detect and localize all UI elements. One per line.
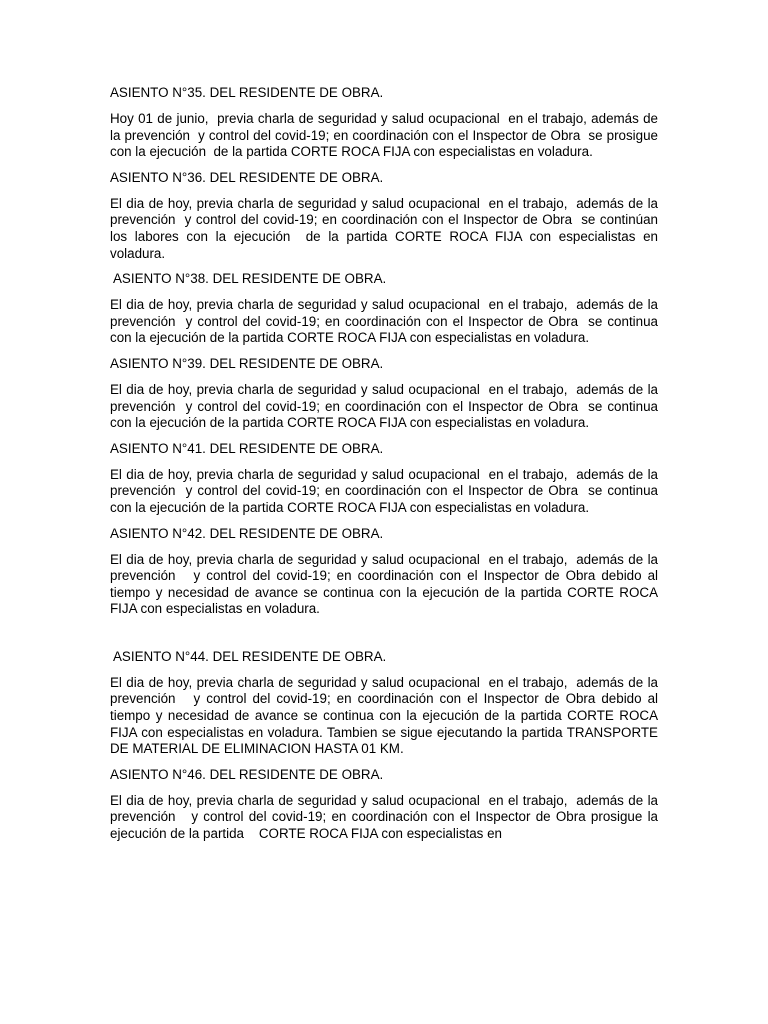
entry-body: El dia de hoy, previa charla de seguridad y salud ocupacional en el trabajo, además de la prevención y control del covid-19; en coordinación con el Inspector de Obra se continúan los labores con la ejecución de la partida CORTE ROCA FIJA con especialistas en voladura. [110, 195, 662, 261]
entry-body: El dia de hoy, previa charla de seguridad y salud ocupacional en el trabajo, además de la prevención y control del covid-19; en coordinación con el Inspector de Obra debido al tiempo y necesidad de avance se continua con la ejecución de la partida CORTE ROCA FIJA con especialistas en voladura. Tambien se sigue ejecutando la partida TRANSPORTE DE MATERIAL DE ELIMINACION HASTA 01 KM. [110, 674, 662, 757]
entry-body: El dia de hoy, previa charla de seguridad y salud ocupacional en el trabajo, además de la prevención y control del covid-19; en coordinación con el Inspector de Obra se continua con la ejecución de la partida CORTE ROCA FIJA con especialistas en voladura. [110, 297, 662, 346]
entry-body: Hoy 01 de junio, previa charla de seguridad y salud ocupacional en el trabajo, además de la prevención y control del covid-19; en coordinación con el Inspector de Obra se prosigue con la ejecución de la partida CORTE ROCA FIJA con especialistas en voladura. [110, 111, 662, 160]
entry-heading: ASIENTO N°46. DEL RESIDENTE DE OBRA. [110, 766, 384, 782]
entry-asiento-44 [110, 648, 662, 758]
entry-heading: ASIENTO N°41. DEL RESIDENTE DE OBRA. [110, 440, 384, 456]
entry-asiento-39 [110, 355, 662, 432]
entry-heading: ASIENTO N°44. DEL RESIDENTE DE OBRA. [110, 648, 387, 664]
entry-asiento-41 [110, 440, 662, 517]
entry-asiento-38 [110, 271, 662, 347]
entry-body: El dia de hoy, previa charla de seguridad y salud ocupacional en el trabajo, además de la prevención y control del covid-19; en coordinación con el Inspector de Obra se continua con la ejecución de la partida CORTE ROCA FIJA con especialistas en voladura. [110, 466, 662, 515]
entry-body: El dia de hoy, previa charla de seguridad y salud ocupacional en el trabajo, además de la prevención y control del covid-19; en coordinación con el Inspector de Obra se continua con la ejecución de la partida CORTE ROCA FIJA con especialistas en voladura. [110, 381, 662, 431]
entry-heading: ASIENTO N°38. DEL RESIDENTE DE OBRA. [110, 271, 387, 287]
blank-line-spacer [110, 627, 658, 649]
entry-asiento-36 [110, 169, 662, 262]
entry-heading: ASIENTO N°39. DEL RESIDENTE DE OBRA. [110, 355, 384, 371]
entry-body: El dia de hoy, previa charla de seguridad y salud ocupacional en el trabajo, además de la prevención y control del covid-19; en coordinación con el Inspector de Obra debido al tiempo y necesidad de avance se continua con la ejecución de la partida CORTE ROCA FIJA con especialistas en voladura. [110, 551, 662, 617]
entry-heading: ASIENTO N°42. DEL RESIDENTE DE OBRA. [110, 525, 384, 541]
entry-asiento-46 [110, 766, 662, 843]
entry-body: El dia de hoy, previa charla de seguridad y salud ocupacional en el trabajo, además de la prevención y control del covid-19; en coordinación con el Inspector de Obra prosigue la ejecución de la partida CORTE ROCA FIJA con especialistas en [110, 792, 662, 842]
entry-heading: ASIENTO N°35. DEL RESIDENTE DE OBRA. [110, 85, 384, 100]
entry-asiento-42 [110, 525, 662, 618]
entry-asiento-35 [110, 85, 662, 161]
entry-heading: ASIENTO N°36. DEL RESIDENTE DE OBRA. [110, 169, 384, 185]
